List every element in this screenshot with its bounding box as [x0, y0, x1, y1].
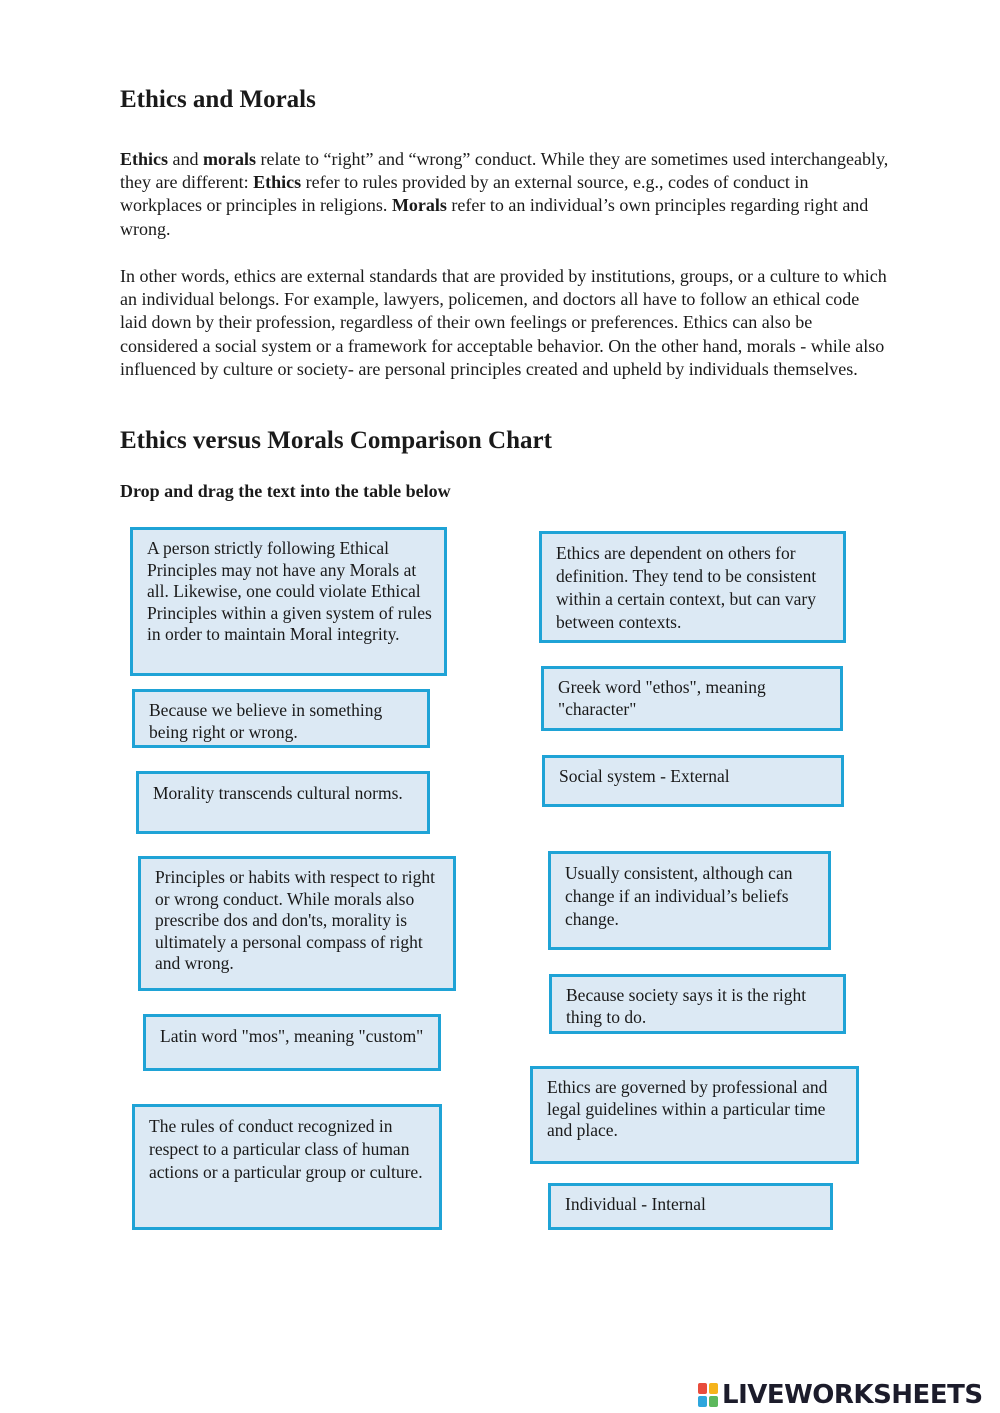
bold-term: Ethics: [253, 172, 302, 193]
drag-card-morality-transcends[interactable]: Morality transcends cultural norms.: [136, 771, 430, 834]
paragraph-text: refer to rules provided by an external source, e.g., codes of conduct in workplaces or principles in religions.: [120, 172, 809, 216]
paragraph-text: refer to an individual’s own principles regarding right and wrong.: [120, 195, 869, 239]
comparison-chart-heading: Ethics versus Morals Comparison Chart: [120, 427, 552, 454]
drag-card-rules-of-conduct[interactable]: The rules of conduct recognized in respect to a particular class of human actions or a particular group or culture.: [132, 1104, 442, 1230]
page-title: Ethics and Morals: [120, 86, 316, 113]
intro-paragraph-1: [120, 148, 890, 241]
drag-card-latin-mos[interactable]: Latin word "mos", meaning "custom": [143, 1014, 441, 1071]
intro-paragraph-2: In other words, ethics are external standards that are provided by institutions, groups, or a culture to which an individual belongs. For example, lawyers, policemen, and doctors all have to follow an ethical code laid down by their profession, regardless of their own feelings or preferences. Ethics can also be considered a social system or a framework for acceptable behavior. On the other hand, morals - while also influenced by culture or society- are personal principles created and upheld by individuals themselves.: [120, 266, 887, 379]
drag-card-ethics-vs-morals-principles[interactable]: A person strictly following Ethical Principles may not have any Morals at all. Likewise, one could violate Ethical Principles within a given system of rules in order to maintain Moral integrity.: [130, 527, 447, 676]
liveworksheets-logo-text: LIVEWORKSHEETS: [722, 1380, 983, 1410]
bold-term: morals: [203, 149, 257, 169]
drag-card-ethics-governed[interactable]: Ethics are governed by professional and legal guidelines within a particular time and place.: [530, 1066, 859, 1164]
drag-card-believe-right-wrong[interactable]: Because we believe in something being right or wrong.: [132, 689, 430, 748]
drag-card-ethics-dependent[interactable]: Ethics are dependent on others for definition. They tend to be consistent within a certain context, but can vary between contexts.: [539, 531, 846, 643]
drag-instruction: Drop and drag the text into the table below: [120, 481, 451, 501]
paragraph-text: relate to “right” and “wrong” conduct. While they are sometimes used interchangeably, they are different:: [120, 149, 889, 193]
drag-card-individual-internal[interactable]: Individual - Internal: [548, 1183, 833, 1230]
bold-term: Morals: [391, 195, 447, 216]
paragraph-text: and: [168, 149, 204, 169]
liveworksheets-logo: [698, 1378, 983, 1412]
bold-term: Ethics: [120, 149, 169, 169]
drag-card-social-system-external[interactable]: Social system - External: [542, 755, 844, 807]
drag-card-usually-consistent[interactable]: Usually consistent, although can change if an individual’s beliefs change.: [548, 851, 831, 950]
drag-card-greek-ethos[interactable]: Greek word "ethos", meaning "character": [541, 666, 843, 731]
drag-card-society-says[interactable]: Because society says it is the right thing to do.: [549, 974, 846, 1034]
liveworksheets-logo-icon: [698, 1382, 720, 1408]
drag-card-principles-habits[interactable]: Principles or habits with respect to right or wrong conduct. While morals also prescribe dos and don'ts, morality is ultimately a personal compass of right and wrong.: [138, 856, 456, 991]
